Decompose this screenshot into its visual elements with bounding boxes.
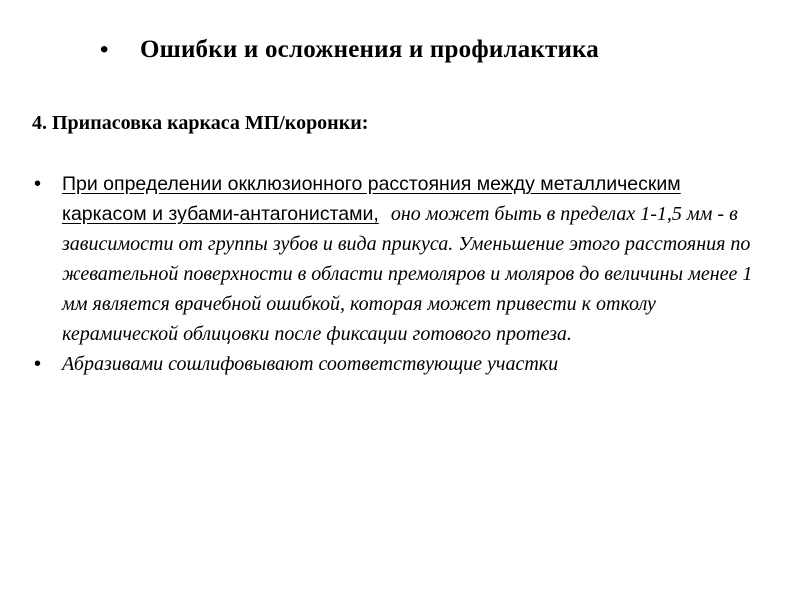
title-bullet-icon: • bbox=[100, 36, 109, 63]
list-item bbox=[30, 170, 770, 350]
list-item bbox=[30, 350, 770, 380]
bullet-body-text: Абразивами сошлифовывают соответствующие участки bbox=[62, 353, 559, 375]
slide-title-row bbox=[100, 30, 760, 70]
section-heading: 4. Припасовка каркаса МП/коронки: bbox=[32, 112, 369, 134]
bullet-list bbox=[30, 170, 770, 380]
bullet-icon: • bbox=[34, 353, 42, 375]
bullet-body-text: оно может быть в пределах 1-1,5 мм - в зависимости от группы зубов и вида прикуса. Уменьшение этого расстояния по жевательной поверхности в области премоляров и моляров до величины менее 1 мм является врачебной ошибкой, которая может привести к отколу керамической облицовки после фиксации готового протеза. bbox=[62, 203, 753, 345]
bullet-icon: • bbox=[34, 173, 42, 195]
bullet-lead-text: При определении окклюзионного расстояния между металлическим каркасом и зубами-антагонистами, bbox=[62, 173, 681, 225]
slide-title: Ошибки и осложнения и профилактика bbox=[140, 36, 599, 63]
